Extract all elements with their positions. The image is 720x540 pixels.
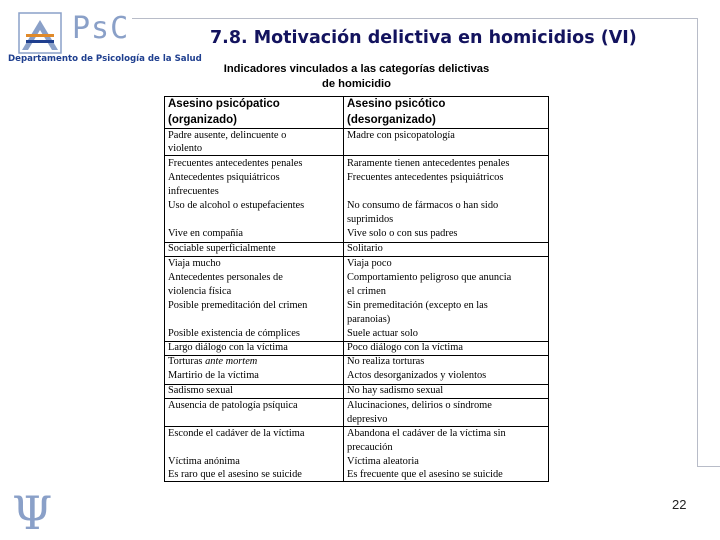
table-title-line1: Indicadores vinculados a las categorías delictivas bbox=[223, 63, 490, 75]
cell-left: Es raro que el asesino se suicide bbox=[168, 469, 302, 480]
slide-title: 7.8. Motivación delictiva en homicidios (VI) bbox=[210, 28, 637, 48]
cell-left: Posible existencia de cómplices bbox=[168, 328, 300, 339]
cell-right: Es frecuente que el asesino se suicide bbox=[347, 469, 503, 480]
cell-right: Sin premeditación (excepto en las bbox=[347, 300, 488, 311]
cell-left: Viaja mucho bbox=[168, 258, 221, 269]
cell-right: Suele actuar solo bbox=[347, 328, 418, 339]
cell-right: Raramente tienen antecedentes penales bbox=[347, 158, 510, 169]
cell-right: Vive solo o con sus padres bbox=[347, 228, 458, 239]
cell-left: Vive en compañía bbox=[168, 228, 243, 239]
cell-left: Martirio de la víctima bbox=[168, 370, 259, 381]
cell-left-torturas bbox=[168, 355, 257, 369]
cell-right: Alucinaciones, delirios o síndrome bbox=[347, 400, 492, 411]
cell-right: Comportamiento peligroso que anuncia bbox=[347, 272, 512, 283]
cell-left: Largo diálogo con la víctima bbox=[168, 342, 288, 353]
cell-left: Antecedentes psiquiátricos bbox=[168, 172, 280, 183]
cell-left: Sadismo sexual bbox=[168, 385, 233, 396]
row-divider bbox=[165, 155, 548, 156]
psi-logo-icon: Ψ bbox=[12, 486, 53, 540]
cell-right: No consumo de fármacos o han sido bbox=[347, 200, 499, 211]
cell-right: paranoias) bbox=[347, 314, 391, 325]
header-right-line1: Asesino psicótico bbox=[347, 98, 446, 110]
cell-right: Madre con psicopatología bbox=[347, 130, 455, 141]
cell-left: Padre ausente, delincuente o bbox=[168, 130, 287, 141]
header-right-line2: (desorganizado) bbox=[347, 114, 436, 126]
logo-subtitle: Departamento de Psicología de la Salud bbox=[8, 54, 202, 64]
frame-corner-line bbox=[697, 466, 720, 467]
cell-right: Abandona el cadáver de la víctima sin bbox=[347, 428, 506, 439]
cell-left: violento bbox=[168, 143, 203, 154]
cell-left-prefix: Torturas bbox=[168, 356, 206, 367]
cell-left: violencia física bbox=[168, 286, 232, 297]
cell-right: suprimidos bbox=[347, 214, 394, 225]
cell-right: Solitario bbox=[347, 243, 383, 254]
cell-right: precaución bbox=[347, 442, 393, 453]
cell-left: Esconde el cadáver de la víctima bbox=[168, 428, 305, 439]
table-title bbox=[164, 62, 549, 92]
frame-right-line bbox=[697, 18, 698, 466]
cell-left: Frecuentes antecedentes penales bbox=[168, 158, 303, 169]
cell-right: Víctima aleatoria bbox=[347, 456, 419, 467]
cell-right: Viaja poco bbox=[347, 258, 392, 269]
cell-right: Actos desorganizados y violentos bbox=[347, 370, 487, 381]
cell-right: No hay sadismo sexual bbox=[347, 385, 444, 396]
indicators-table bbox=[164, 96, 549, 482]
cell-left: infrecuentes bbox=[168, 186, 219, 197]
cell-right: No realiza torturas bbox=[347, 356, 425, 367]
logo-text: PsC bbox=[72, 11, 130, 46]
header-left-line2: (organizado) bbox=[168, 114, 237, 126]
table-title-line2: de homicidio bbox=[322, 78, 391, 90]
cell-left: Sociable superficialmente bbox=[168, 243, 276, 254]
frame-top-line bbox=[132, 18, 698, 19]
page-number: 22 bbox=[672, 497, 687, 512]
cell-left: Víctima anónima bbox=[168, 456, 240, 467]
cell-left-italic: ante mortem bbox=[205, 356, 258, 367]
cell-left: Ausencia de patología psíquica bbox=[168, 400, 298, 411]
cell-left: Uso de alcohol o estupefacientes bbox=[168, 200, 305, 211]
cell-right: el crimen bbox=[347, 286, 386, 297]
header-left-line1: Asesino psicópatico bbox=[168, 98, 280, 110]
cell-right: depresivo bbox=[347, 414, 388, 425]
cell-left: Antecedentes personales de bbox=[168, 272, 283, 283]
cell-right: Frecuentes antecedentes psiquiátricos bbox=[347, 172, 504, 183]
cell-left: Posible premeditación del crimen bbox=[168, 300, 308, 311]
logo-mark-icon bbox=[18, 12, 62, 54]
cell-right: Poco diálogo con la víctima bbox=[347, 342, 464, 353]
